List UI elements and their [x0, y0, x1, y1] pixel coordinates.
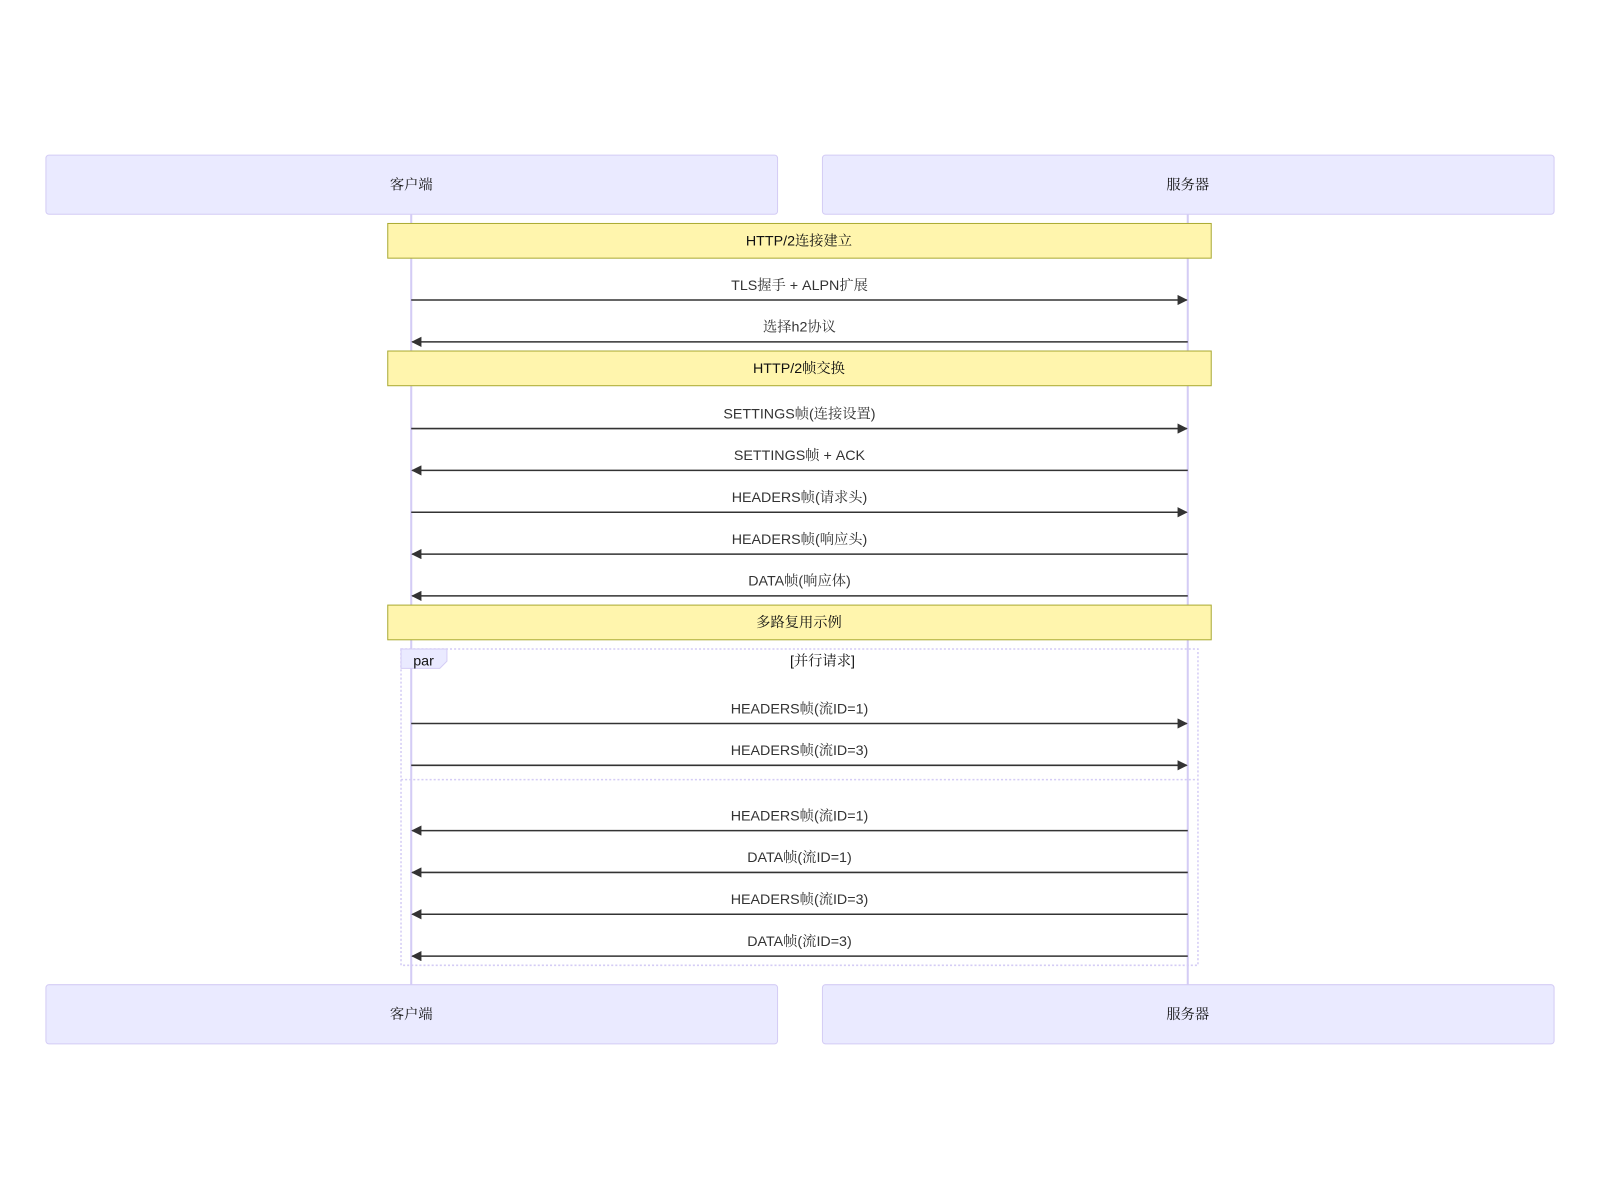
message-label: HEADERS帧(请求头) [731, 490, 868, 507]
message-label: 选择h2协议 [763, 319, 836, 336]
note [388, 223, 1211, 258]
message-arrow [412, 531, 1188, 554]
message-label: HEADERS帧(流ID=1) [730, 808, 869, 825]
message-label: SETTINGS帧 + ACK [733, 448, 866, 465]
message-arrow [412, 807, 1188, 830]
actor-client-bottom [46, 985, 778, 1044]
actor-label: 客户端 [389, 177, 433, 194]
note-text: HTTP/2帧交换 [753, 361, 845, 378]
message-label: TLS握手 + ALPN扩展 [731, 277, 868, 294]
message-arrow [412, 849, 1188, 872]
par-frame [401, 649, 1198, 965]
message-arrow [412, 318, 1188, 342]
note [388, 351, 1211, 386]
par-block [401, 649, 1198, 965]
message-arrow [411, 488, 1187, 512]
message-arrow [411, 405, 1187, 428]
message-label: HEADERS帧(响应头) [731, 531, 868, 548]
actor-client-top [46, 155, 778, 214]
message-arrow [411, 742, 1187, 765]
actor-label: 服务器 [1166, 177, 1210, 194]
message-arrow [412, 447, 1188, 470]
actor-label: 客户端 [389, 1007, 433, 1024]
actor-server-bottom [822, 985, 1554, 1044]
note [388, 605, 1211, 640]
message-arrow [412, 573, 1188, 596]
note-text: 多路复用示例 [756, 615, 842, 632]
message-label: DATA帧(响应体) [748, 573, 851, 590]
message-label: HEADERS帧(流ID=3) [730, 892, 869, 909]
message-arrow [411, 700, 1187, 723]
actor-label: 服务器 [1166, 1007, 1210, 1024]
actor-server-top [822, 155, 1554, 214]
message-arrow [412, 933, 1188, 956]
message-label: DATA帧(流ID=1) [747, 850, 852, 867]
message-arrow [411, 276, 1187, 300]
par-condition: [并行请求] [789, 653, 855, 670]
message-arrow [412, 891, 1188, 914]
message-label: HEADERS帧(流ID=1) [730, 701, 869, 718]
par-keyword: par [413, 653, 434, 670]
message-label: DATA帧(流ID=3) [747, 933, 852, 950]
message-label: HEADERS帧(流ID=3) [730, 743, 869, 760]
message-label: SETTINGS帧(连接设置) [723, 406, 876, 423]
note-text: HTTP/2连接建立 [745, 233, 853, 250]
